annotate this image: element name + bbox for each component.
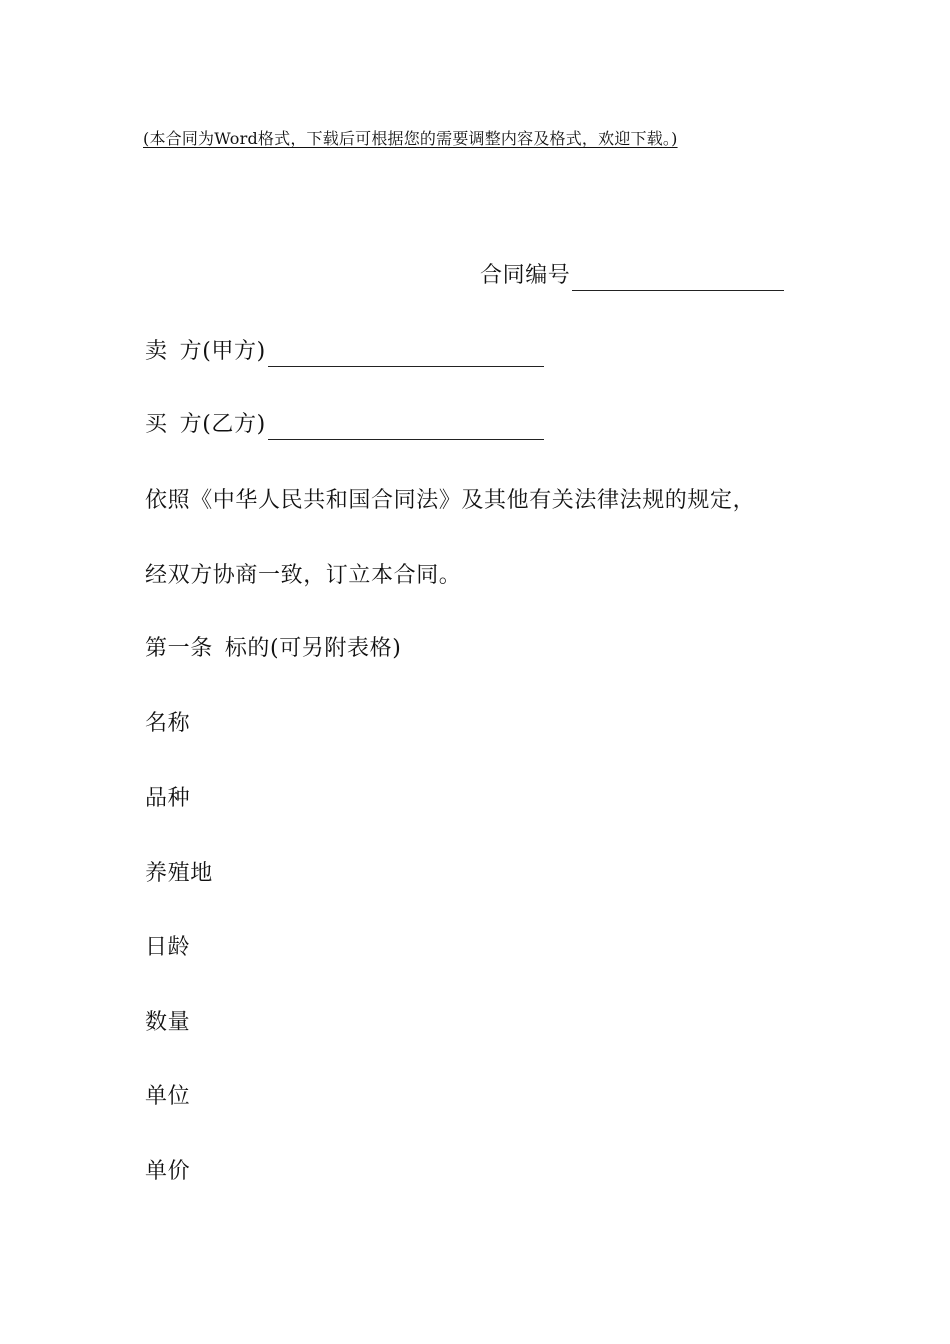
field-variety: 品种 (145, 786, 191, 811)
buyer-label-prefix: 买 (145, 412, 168, 437)
seller-blank (268, 342, 544, 367)
seller-label: 方(甲方) (179, 339, 266, 364)
buyer-line (145, 410, 544, 440)
seller-label-prefix: 卖 (145, 339, 168, 364)
article-1-number: 第一条 (145, 636, 213, 661)
article-1-title: 标的(可另附表格) (224, 636, 402, 661)
intro-line-1: 依照《中华人民共和国合同法》及其他有关法律法规的规定， (145, 488, 756, 513)
format-notice: (本合同为Word格式，下载后可根据您的需要调整内容及格式，欢迎下载。) (143, 129, 678, 148)
buyer-blank (268, 415, 544, 440)
field-breeding-place: 养殖地 (145, 861, 213, 886)
field-age-days: 日龄 (145, 935, 191, 960)
article-1-heading (145, 634, 401, 664)
buyer-label: 方(乙方) (179, 412, 266, 437)
contract-number-label: 合同编号 (480, 263, 571, 288)
field-quantity: 数量 (145, 1010, 191, 1035)
intro-line-2: 经双方协商一致，订立本合同。 (145, 563, 462, 588)
field-unit-price: 单价 (145, 1159, 191, 1184)
seller-line (145, 337, 544, 367)
field-name: 名称 (145, 711, 191, 736)
field-unit: 单位 (145, 1084, 191, 1109)
contract-number-line (480, 261, 784, 291)
contract-number-blank (572, 266, 784, 291)
